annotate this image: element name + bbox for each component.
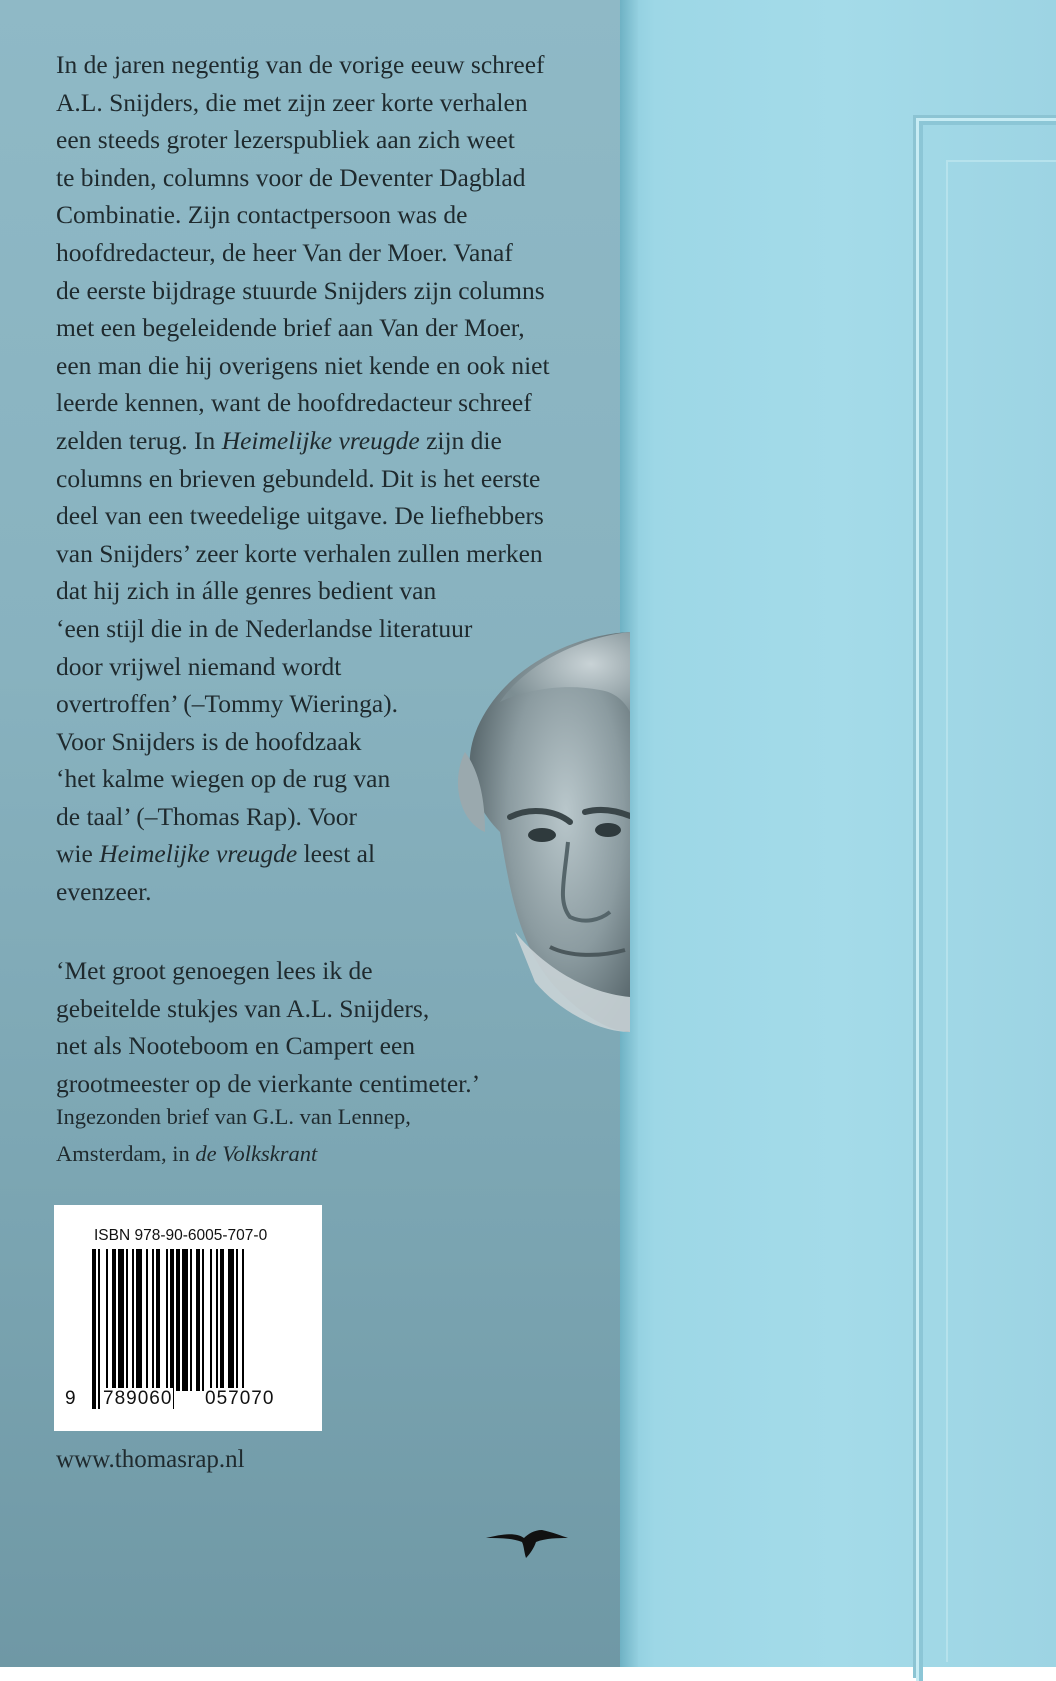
blurb-line: deel van een tweedelige uitgave. De liefhebbers <box>56 501 544 531</box>
barcode-bar <box>98 1249 100 1409</box>
blurb-line: In de jaren negentig van de vorige eeuw schreef <box>56 50 545 79</box>
blurb-line: overtroffen’ (–Tommy Wieringa). <box>56 689 399 719</box>
blurb-text: zijn die <box>419 425 502 455</box>
back-cover-blurb <box>56 46 596 911</box>
blurb-line: met een begeleidende brief aan Van der Moer, <box>56 313 525 343</box>
quote-line: ‘Met groot genoegen lees ik de <box>56 956 373 985</box>
barcode-bar <box>216 1249 218 1391</box>
barcode-digits-left: 789060 <box>103 1388 173 1409</box>
blurb-line-with-title <box>56 422 596 460</box>
blurb-line: A.L. Snijders, die met zijn zeer korte verhalen <box>56 87 528 117</box>
blurb-line: ‘het kalme wiegen op de rug van <box>56 764 391 794</box>
blurb-line: leerde kennen, want de hoofdredacteur schreef <box>56 388 532 418</box>
blurb-line: de taal’ (–Thomas Rap). Voor <box>56 801 357 831</box>
blurb-line: door vrijwel niemand wordt <box>56 651 342 681</box>
barcode-bar <box>242 1249 244 1409</box>
quote-line: net als Nooteboom en Campert een <box>56 1031 416 1061</box>
newspaper-name-italic: de Volkskrant <box>195 1141 318 1166</box>
attribution-text: Amsterdam, in <box>56 1141 196 1166</box>
barcode-bars <box>90 1249 290 1409</box>
barcode-digits-right: 057070 <box>205 1388 275 1409</box>
barcode-bar <box>182 1249 188 1391</box>
blurb-line: columns en brieven gebundeld. Dit is het eerste <box>56 463 541 493</box>
blurb-text: leest al <box>297 839 376 869</box>
book-title-italic: Heimelijke vreugde <box>221 425 420 455</box>
quote-line: gebeitelde stukjes van A.L. Snijders, <box>56 993 430 1023</box>
blurb-line: een man die hij overigens niet kende en ook niet <box>56 350 550 380</box>
blurb-line: hoofdredacteur, de heer Van der Moer. Vanaf <box>56 237 513 267</box>
attribution-line <box>56 1135 596 1172</box>
blurb-line-with-title <box>56 835 596 873</box>
blurb-line: ‘een stijl die in de Nederlandse literatuur <box>56 613 473 643</box>
quote-line: grootmeester op de vierkante centimeter.’ <box>56 1068 481 1098</box>
blurb-line: van Snijders’ zeer korte verhalen zullen merken <box>56 538 543 568</box>
barcode-bar <box>146 1249 148 1391</box>
blurb-line: Voor Snijders is de hoofdzaak <box>56 726 362 756</box>
blurb-line: Combinatie. Zijn contactpersoon was de <box>56 200 468 230</box>
door-panel-inner-molding <box>946 160 1056 1662</box>
barcode-bar <box>132 1249 134 1391</box>
blurb-text: zelden terug. In <box>56 425 222 455</box>
blurb-text: wie <box>56 839 100 869</box>
barcode-bar <box>190 1249 192 1391</box>
barcode-bar <box>228 1249 234 1391</box>
quote-attribution <box>56 1098 596 1172</box>
attribution-line: Ingezonden brief van G.L. van Lennep, <box>56 1104 411 1129</box>
barcode-bar <box>196 1249 200 1391</box>
blurb-line: de eerste bijdrage stuurde Snijders zijn columns <box>56 275 545 305</box>
barcode-bar <box>236 1249 238 1391</box>
blurb-line: te binden, columns voor de Deventer Dagblad <box>56 162 526 192</box>
barcode-digit-first: 9 <box>65 1388 77 1409</box>
review-quote <box>56 952 596 1102</box>
barcode-bar <box>176 1249 180 1391</box>
publisher-website[interactable]: www.thomasrap.nl <box>56 1446 245 1473</box>
barcode-bar <box>166 1249 168 1391</box>
blurb-line: een steeds groter lezerspubliek aan zich weet <box>56 125 515 155</box>
barcode-bar <box>220 1249 224 1391</box>
barcode-bar <box>170 1249 174 1409</box>
barcode-bar <box>136 1249 142 1391</box>
barcode-bar <box>112 1249 116 1391</box>
barcode-bar <box>126 1249 128 1391</box>
blurb-line: dat hij zich in álle genres bedient van <box>56 576 437 606</box>
barcode-bar <box>92 1249 96 1409</box>
isbn-barcode <box>54 1205 322 1431</box>
bird-logo-icon <box>484 1526 570 1560</box>
barcode-bar <box>106 1249 108 1391</box>
isbn-label: ISBN 978-90-6005-707-0 <box>94 1227 268 1244</box>
barcode-bar <box>210 1249 212 1391</box>
barcode-bar <box>156 1249 160 1391</box>
blurb-line: evenzeer. <box>56 877 152 907</box>
barcode-bar <box>118 1249 124 1391</box>
barcode-bar <box>202 1249 204 1391</box>
barcode-bar <box>152 1249 154 1391</box>
book-title-italic: Heimelijke vreugde <box>99 839 298 869</box>
